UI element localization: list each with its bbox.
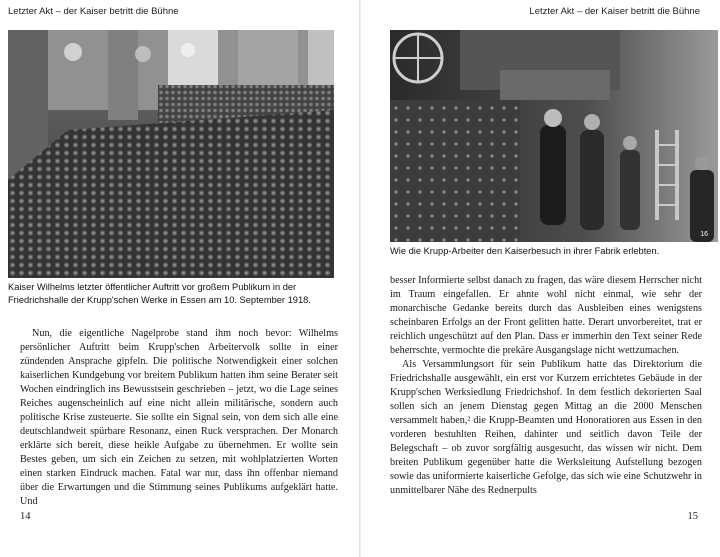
factory-visit-photo xyxy=(390,30,718,242)
right-photo-caption: Wie die Krupp-Arbeiter den Kaiserbesuch in ihrer Fabrik erlebten. xyxy=(390,246,660,256)
left-running-head: Letzter Akt – der Kaiser betritt die Bühne xyxy=(8,6,179,17)
right-paragraph-2: Als Versammlungsort für sein Publikum hatte das Direktorium die Friedrichshalle ausgewählt, ein erst vor Kurzem errichtetes Gebäude in der Krupp'schen Werksiedlung Friedrichshof. In dem festlich dekorierten Saal sollen sich an jenem Dienstag gegen Mittag an die 2000 Menschen versammelt haben,² die Krupp-Beamten und Honoratioren aus Essen in den vorderen bestuhlten Reihen, dahinter und seitlich davon Teile der Belegschaft – ob zuvor sorgfältig ausgesucht, das wissen wir nicht. Dem breiten Publikum gegenüber hatte die Werksleitung Aufstellung bezogen sowie das uniformierte kaiserliche Gefolge, das sich wie eine Schutzwehr in unmittelbarer Nähe des Rednerpults xyxy=(390,359,702,496)
left-body-text xyxy=(20,327,338,509)
factory-visit-photo-drawing xyxy=(390,30,718,242)
hall-audience-photo xyxy=(8,30,334,278)
right-paragraph-1: besser Informierte selbst danach zu fragen, das wäre diesem Herrscher nicht im Traum eingefallen. Er ahnte wohl nicht einmal, wie sehr der monarchische Gedanke bereits durch das Ausbleiben eines wenigstens scheinbaren Erfolgs an der Front gelitten hatte. Derart unvorbereitet, trat er reichlich ungeschützt auf den Plan. Dass er immerhin den Text seiner Rede beherrschte, vermochte die prekäre Ausgangslage nicht wettzumachen. xyxy=(390,275,702,356)
right-body-text xyxy=(390,274,702,498)
left-photo-caption: Kaiser Wilhelms letzter öffentlicher Auftritt vor großem Publikum in der Friedrichshalle der Krupp'schen Werke in Essen am 10. September 1918. xyxy=(8,282,311,305)
left-page xyxy=(0,0,359,557)
right-page xyxy=(361,0,720,557)
right-running-head: Letzter Akt – der Kaiser betritt die Bühne xyxy=(529,6,700,17)
left-paragraph: Nun, die eigentliche Nagelprobe stand ihm noch bevor: Wilhelms persönlicher Auftritt beim Krupp'schen Arbeitervolk sollte in einer zündenden Ansprache gipfeln. Die politische Notwendigkeit einer solchen kaiserlichen Kundgebung vor breitem Publikum hatten ihm seine Berater seit Wochen eindringlich ins Bewusstsein geschrieben – jetzt, wo die Lage seines Reiches augenscheinlich auf eine nicht allein militärische, sondern auch politische Krise zusteuerte. Sie sollte ein Signal sein, von dem sich alle eine deutschlandweit spürbare Resonanz, einen Ruck versprachen. Der Monarch erklärte sich bereit, diese heikle Aufgabe zu übernehmen. Er wollte sein Bestes geben, um sich ein Zeichen zu setzen, mit wohlplatzierten Worten einen starken Eindruck machen. Fatal war nur, dass ihn offenbar niemand über die Erwartungen und die Stimmung seines Publikums aufgeklärt hatte. Und xyxy=(20,328,338,507)
hall-audience-photo-drawing xyxy=(8,30,334,278)
photo-number: 16 xyxy=(700,231,708,238)
right-page-number: 15 xyxy=(687,511,698,522)
left-page-number: 14 xyxy=(20,511,31,522)
